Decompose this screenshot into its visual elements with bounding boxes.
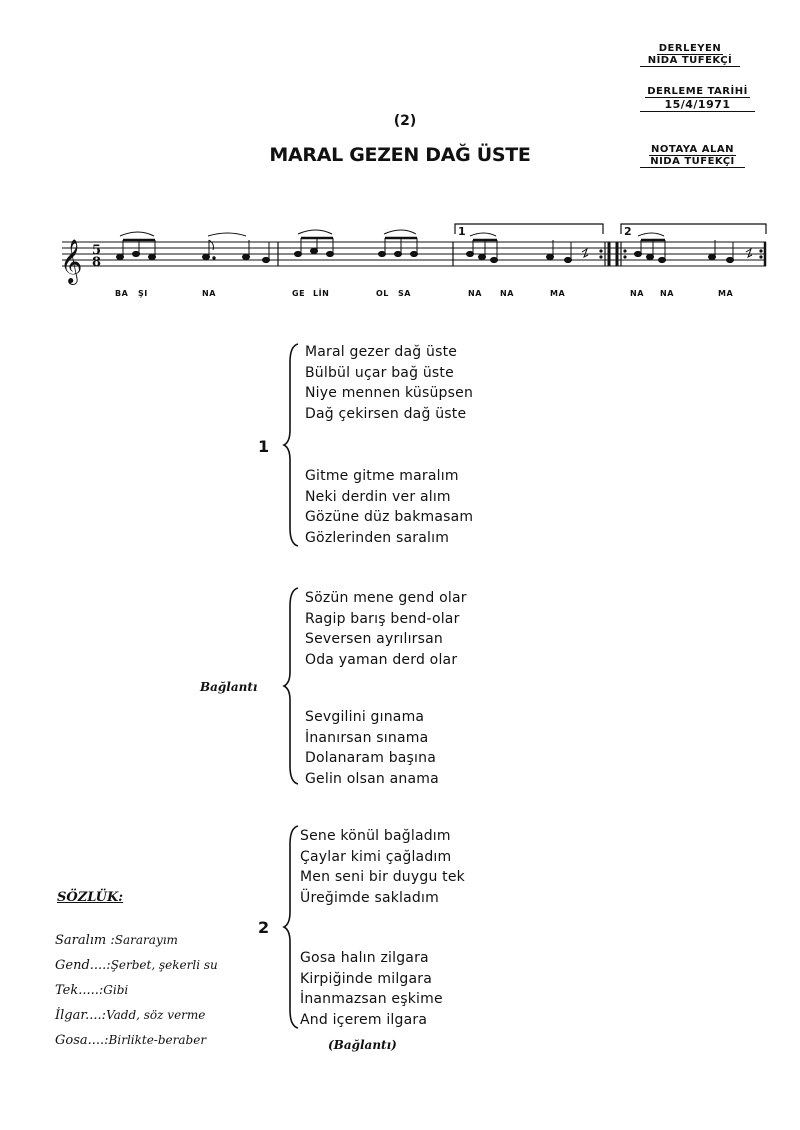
baglanti-reference: (Bağlantı) — [328, 1038, 397, 1052]
lyric-line: Dağ çekirsen dağ üste — [305, 405, 467, 422]
lyric-line: Sene könül bağladım — [300, 828, 451, 844]
lyric-line: Men seni bir duygu tek — [300, 869, 465, 885]
lyric-line: Sözün mene gend olar — [305, 590, 467, 606]
lyric-line: Bülbül uçar bağ üste — [305, 364, 454, 381]
lyric-line: Oda yaman derd olar — [305, 651, 458, 668]
lyric-line: And içerem ilgara — [300, 1011, 428, 1028]
glossary-definition: Birlikte-beraber — [108, 1033, 207, 1047]
glossary-definition: Şerbet, şekerli su — [110, 958, 218, 972]
lyric-line: Gözüne düz bakmasam — [305, 509, 474, 525]
time-sig-top: 5 — [92, 243, 102, 258]
lyric-line: Dolanaram başına — [305, 750, 436, 766]
brace-icon — [282, 824, 302, 1030]
verse-number: 2 — [258, 918, 270, 937]
brace-icon — [282, 586, 302, 786]
syllable: MA — [550, 289, 566, 298]
syllable: OL — [376, 289, 389, 298]
notation-name: NİDA TÜFEKÇİ — [640, 156, 745, 168]
syllable: GE — [292, 289, 306, 298]
glossary — [55, 928, 218, 1053]
syllable: NA — [660, 289, 674, 298]
lyric-line: Gosa halın zilgara — [300, 950, 429, 966]
glossary-term: Gosa....: — [55, 1033, 109, 1048]
lyric-line: Maral gezer dağ üste — [305, 344, 458, 360]
verse-number: 1 — [258, 437, 270, 456]
syllable: BA — [115, 289, 129, 298]
notation-label: NOTAYA ALAN — [651, 144, 734, 155]
song-title: MARAL GEZEN DAĞ ÜSTE — [269, 144, 531, 166]
lyric-line: Gelin olsan anama — [305, 770, 439, 787]
glossary-term: Tek.....: — [55, 983, 104, 998]
glossary-term: Gend....: — [55, 958, 111, 973]
glossary-entry — [55, 1028, 218, 1053]
glossary-term: Saralım : — [55, 933, 115, 948]
collector-name: NİDA TÜFEKÇİ — [640, 55, 740, 67]
glossary-entry — [55, 978, 218, 1003]
lyric-line: Sevgilini gınama — [305, 709, 425, 725]
lyric-line: Ragip barış bend-olar — [305, 610, 460, 627]
notation-block — [640, 144, 745, 168]
syllable: ŞI — [138, 289, 148, 298]
lyric-line: Neki derdin ver alım — [305, 488, 451, 505]
date-block — [640, 86, 755, 112]
lyric-line: Kirpiğinde milgara — [300, 970, 433, 987]
collector-block — [640, 43, 740, 67]
lyric-line: Üreğimde sakladım — [300, 889, 439, 906]
lyric-line: İnanırsan sınama — [305, 729, 429, 746]
lyric-line: Çaylar kimi çağladım — [300, 848, 452, 865]
lyric-line: İnanmazsan eşkime — [300, 991, 443, 1007]
lyric-line: Seversen ayrılırsan — [305, 631, 443, 647]
ending-1: 1 — [458, 225, 466, 238]
glossary-entry — [55, 953, 218, 978]
glossary-definition: Vadd, söz verme — [106, 1008, 206, 1022]
ending-2: 2 — [624, 225, 632, 238]
song-number: (2) — [393, 113, 417, 129]
syllable: NA — [630, 289, 644, 298]
lyric-line: Niye mennen küsüpsen — [305, 385, 474, 401]
syllable: SA — [398, 289, 411, 298]
music-staff — [58, 222, 770, 286]
verse-2-part-a — [300, 826, 465, 908]
glossary-entry — [55, 928, 218, 953]
baglanti-part-a — [305, 588, 467, 670]
baglanti-label: Bağlantı — [200, 680, 258, 694]
glossary-definition: Gibi — [103, 983, 129, 997]
date-label: DERLEME TARİHİ — [647, 86, 748, 97]
lyric-line: Gitme gitme maralım — [305, 468, 459, 484]
syllable: MA — [718, 289, 734, 298]
syllable: NA — [202, 289, 216, 298]
verse-2-part-b — [300, 948, 443, 1030]
baglanti-part-b — [305, 707, 439, 789]
syllable: NA — [468, 289, 482, 298]
date-value: 15/4/1971 — [640, 98, 755, 112]
time-sig-bottom: 8 — [92, 255, 102, 270]
syllable: LİN — [313, 289, 330, 298]
syllable: NA — [500, 289, 514, 298]
glossary-title: SÖZLÜK: — [57, 890, 124, 905]
brace-icon — [282, 342, 302, 548]
collector-label: DERLEYEN — [658, 43, 722, 54]
verse-1-part-b — [305, 466, 473, 548]
glossary-entry — [55, 1003, 218, 1028]
glossary-definition: Sararayım — [114, 933, 178, 947]
glossary-term: İlgar....: — [55, 1008, 107, 1023]
verse-1-part-a — [305, 342, 473, 424]
treble-clef-icon: 𝄞 — [60, 239, 83, 283]
lyric-line: Gözlerinden saralım — [305, 529, 450, 546]
